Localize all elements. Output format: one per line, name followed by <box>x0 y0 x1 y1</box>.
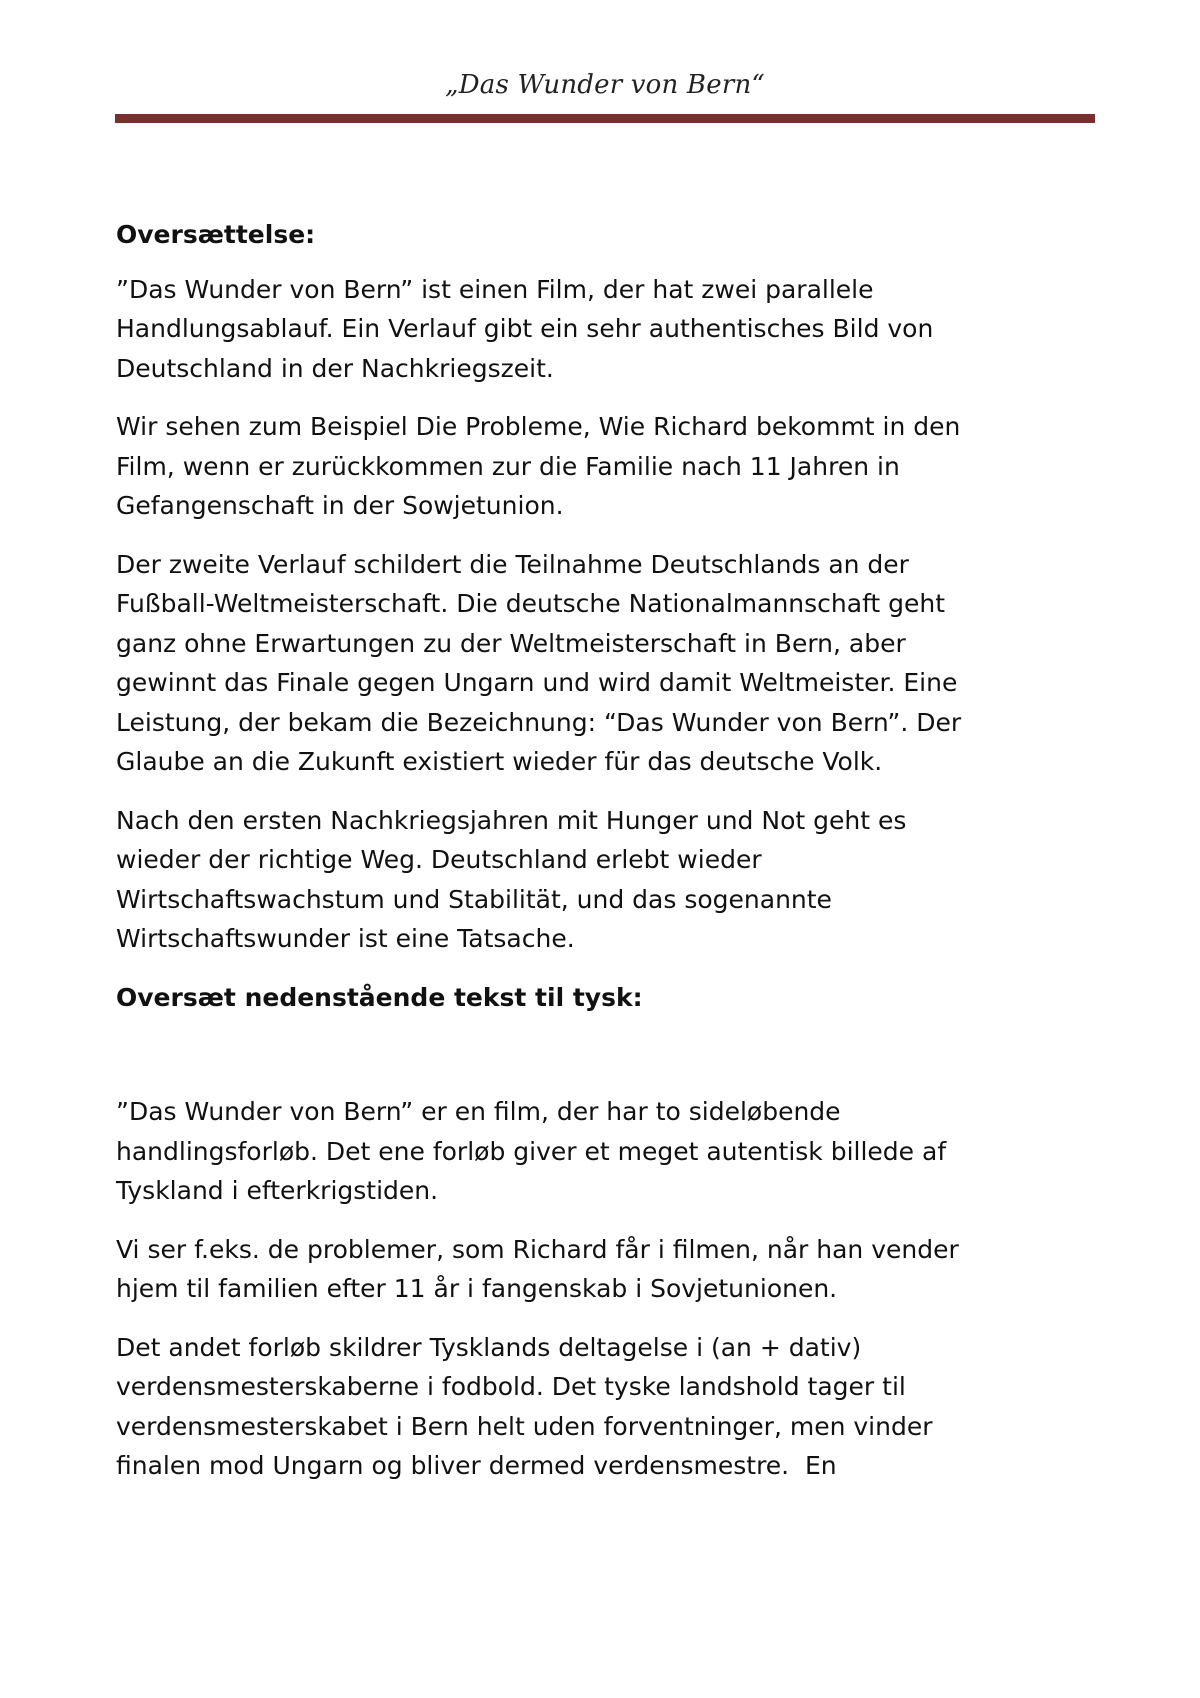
page-header-title: „Das Wunder von Bern“ <box>445 70 765 100</box>
document-body <box>116 215 1096 1505</box>
german-paragraph-1: ”Das Wunder von Bern” ist einen Film, der hat zwei parallele Handlungsablauf. Ein Verlauf gibt ein sehr authentisches Bild von Deutschland in der Nachkriegszeit. <box>116 274 934 383</box>
header-rule <box>115 114 1095 123</box>
german-paragraph-3: Der zweite Verlauf schildert die Teilnahme Deutschlands an der Fußball-Weltmeisterschaft. Die deutsche Nationalmannschaft geht ganz ohne Erwartungen zu der Weltmeisterschaft in Bern, aber gewinnt das Finale gegen Ungarn und wird damit Weltmeister. Eine Leistung, der bekam die Bezeichnung: “Das Wunder von Bern”. Der Glaube an die Zukunft existiert wieder für das deutsche Volk. <box>116 549 962 776</box>
danish-paragraph-3: Det andet forløb skildrer Tysklands deltagelse i (an + dativ) verdensmesterskaberne i fodbold. Det tyske landshold tager til verdensmesterskabet i Bern helt uden forventninger, men vinder finalen mod Ungarn og bliver dermed verdensmestre. En <box>116 1332 933 1480</box>
danish-paragraph-1: ”Das Wunder von Bern” er en film, der har to sideløbende handlingsforløb. Det ene forløb giver et meget autentisk billede af Tyskland i efterkrigstiden. <box>116 1097 947 1205</box>
section-heading-exercise: Oversæt nedenstående tekst til tysk: <box>116 982 643 1012</box>
german-paragraph-2: Wir sehen zum Beispiel Die Probleme, Wie Richard bekommt in den Film, wenn er zurückkommen zur die Familie nach 11 Jahren in Gefangenschaft in der Sowjetunion. <box>116 412 961 520</box>
german-paragraph-4: Nach den ersten Nachkriegsjahren mit Hunger und Not geht es wieder der richtige Weg. Deutschland erlebt wieder Wirtschaftswachstum und Stabilität, und das sogenannte Wirtschaftswunder ist eine Tatsache. <box>116 805 907 953</box>
danish-paragraph-2: Vi ser f.eks. de problemer, som Richard får i filmen, når han vender hjem til familien efter 11 år i fangenskab i Sovjetunionen. <box>116 1234 959 1303</box>
section-heading-translation: Oversættelse: <box>116 220 316 249</box>
blank-space <box>116 1032 1096 1092</box>
